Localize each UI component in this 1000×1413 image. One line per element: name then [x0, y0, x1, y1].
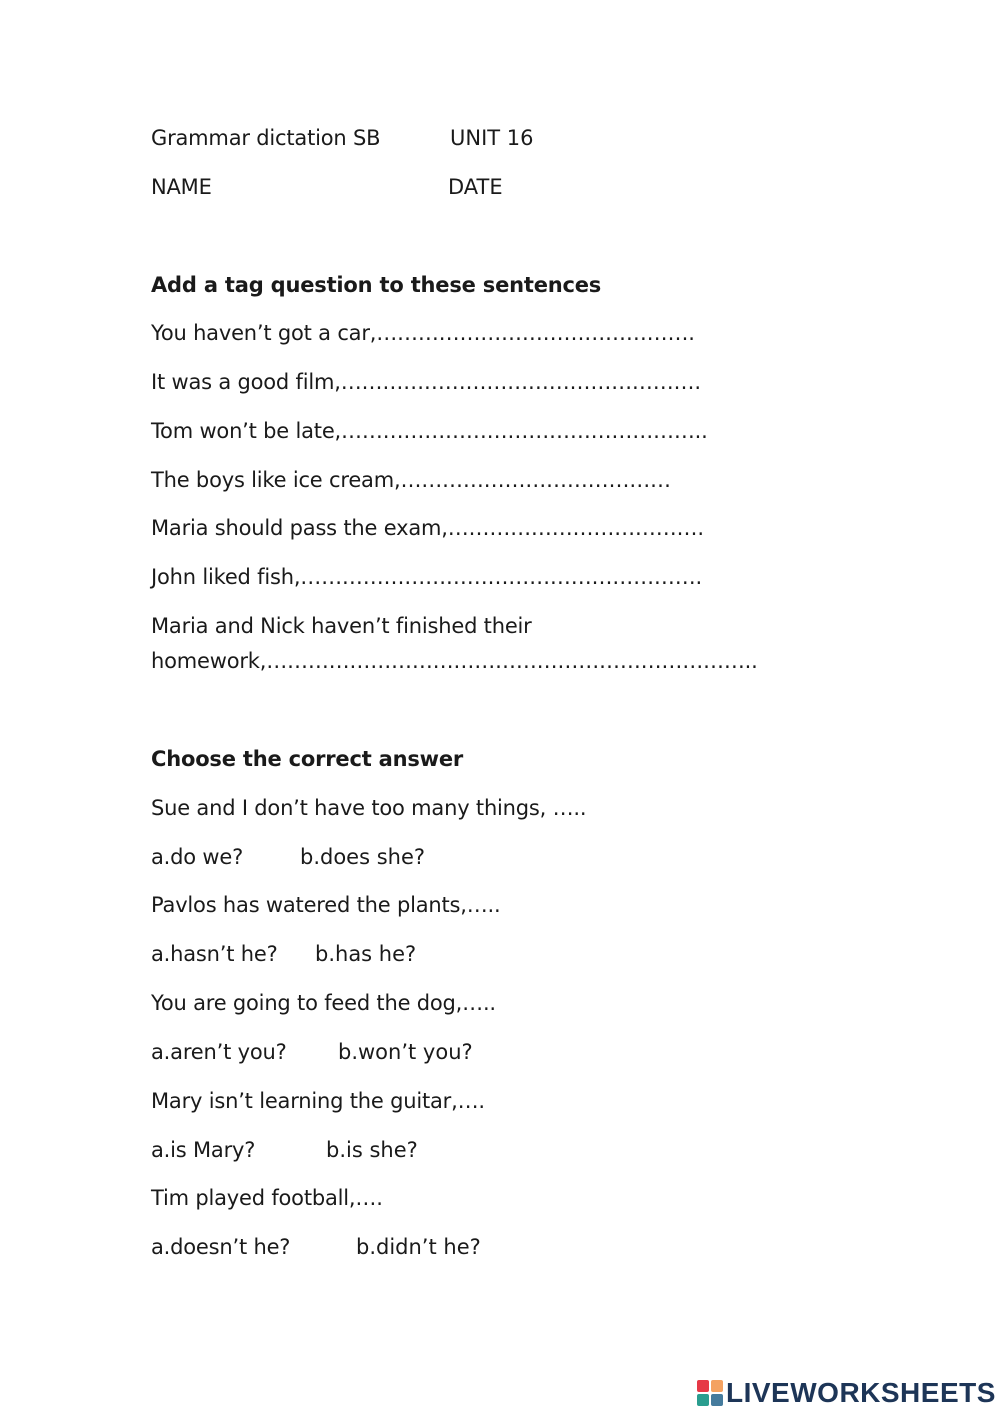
question-2: Pavlos has watered the plants,…..: [151, 893, 501, 917]
question-3-option-a[interactable]: a.aren’t you?: [151, 1040, 287, 1064]
question-2-option-a[interactable]: a.hasn’t he?: [151, 942, 278, 966]
logo-block-2: [711, 1380, 723, 1392]
question-4-option-a[interactable]: a.is Mary?: [151, 1138, 256, 1162]
section1-heading: Add a tag question to these sentences: [151, 273, 602, 297]
logo-text: LIVEWORKSHEETS: [726, 1377, 996, 1408]
tag-sentence-3: Tom won’t be late,……………………………………………..: [151, 419, 708, 443]
question-1: Sue and I don’t have too many things, …..: [151, 796, 587, 820]
question-3-option-b[interactable]: b.won’t you?: [338, 1040, 473, 1064]
date-label: DATE: [448, 175, 503, 199]
tag-sentence-2: It was a good film,…………………………………………….: [151, 370, 701, 394]
tag-sentence-7-line1: Maria and Nick haven’t finished their: [151, 614, 532, 638]
logo-block-1: [697, 1380, 709, 1392]
question-5: Tim played football,….: [151, 1186, 383, 1210]
liveworksheets-logo: [697, 1376, 996, 1410]
question-1-option-a[interactable]: a.do we?: [151, 845, 244, 869]
logo-block-3: [697, 1394, 709, 1406]
unit-label: UNIT 16: [450, 126, 534, 150]
name-label: NAME: [151, 175, 212, 199]
tag-sentence-1: You haven’t got a car,……………………………………….: [151, 321, 695, 345]
question-2-option-b[interactable]: b.has he?: [315, 942, 417, 966]
section2-heading: Choose the correct answer: [151, 747, 464, 771]
question-4-option-b[interactable]: b.is she?: [326, 1138, 418, 1162]
question-4: Mary isn’t learning the guitar,….: [151, 1089, 485, 1113]
worksheet-title: Grammar dictation SB: [151, 126, 381, 150]
tag-sentence-5: Maria should pass the exam,……………………………….: [151, 516, 704, 540]
tag-sentence-4: The boys like ice cream,…………………………………: [151, 468, 671, 492]
logo-block-4: [711, 1394, 723, 1406]
question-3: You are going to feed the dog,…..: [151, 991, 496, 1015]
question-5-option-b[interactable]: b.didn’t he?: [356, 1235, 481, 1259]
tag-sentence-6: John liked fish,………………………………………………….: [151, 565, 702, 589]
tag-sentence-7-line2: homework,……………………………………………………………..: [151, 649, 758, 673]
question-1-option-b[interactable]: b.does she?: [300, 845, 426, 869]
question-5-option-a[interactable]: a.doesn’t he?: [151, 1235, 291, 1259]
logo-blocks-icon: [697, 1380, 723, 1406]
